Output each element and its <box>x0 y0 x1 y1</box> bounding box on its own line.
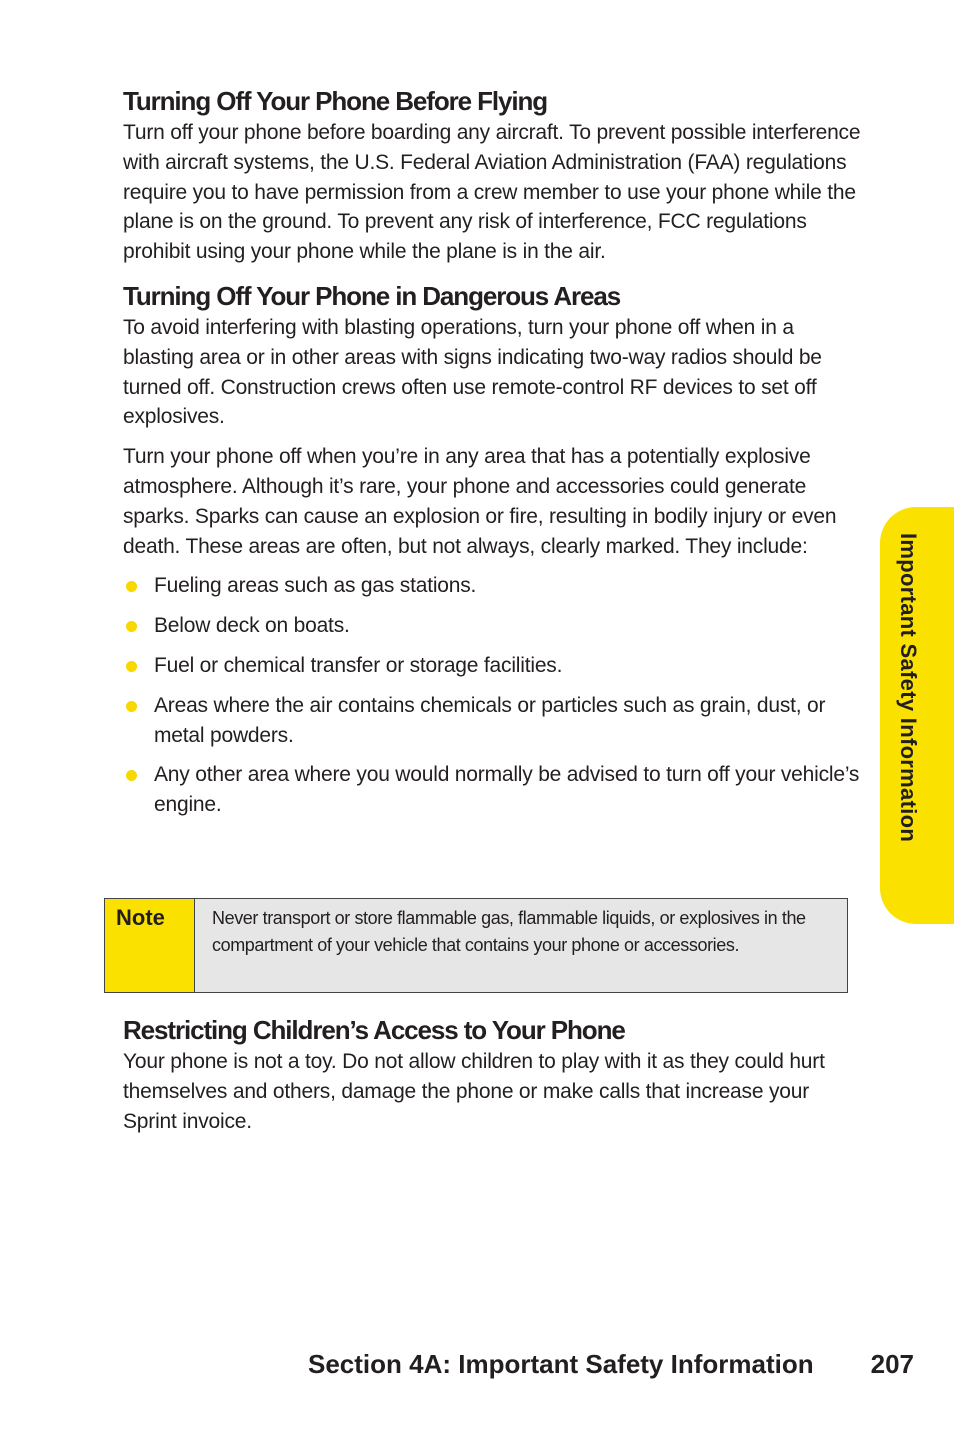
paragraph-explosive-atmosphere: Turn your phone off when you’re in any area that has a potentially explosive atmosphere. Although it’s rare, your phone and accessories could generate sparks. Sparks can cause an explosion or fire, resulting in bodily injury or even death. These areas are often, but not always, clearly marked. They include: <box>123 445 837 558</box>
paragraph-blasting: To avoid interfering with blasting operations, turn your phone off when in a blasting area or in other areas with signs indicating two-way radios should be turned off. Construction crews often use remote-control RF devices to set off explosives. <box>123 315 822 429</box>
bullet-icon <box>126 701 137 712</box>
footer-section-title: Section 4A: Important Safety Information <box>308 1349 814 1379</box>
page-number: 207 <box>870 1349 914 1379</box>
note-label: Note <box>105 899 195 992</box>
list-item: Below deck on boats. <box>123 611 863 641</box>
bullet-icon <box>126 661 137 672</box>
note-text: Never transport or store flammable gas, flammable liquids, or explosives in the compartment of your vehicle that contains your phone or accessories. <box>195 899 847 992</box>
list-item: Fuel or chemical transfer or storage facilities. <box>123 651 863 681</box>
side-tab-label: Important Safety Information <box>896 533 921 843</box>
list-item: Fueling areas such as gas stations. <box>123 571 863 601</box>
dangerous-areas-list <box>123 571 863 820</box>
note-box <box>104 898 848 993</box>
main-content <box>123 84 863 830</box>
bullet-icon <box>126 770 137 781</box>
section-heading-flying: Turning Off Your Phone Before Flying <box>123 86 548 116</box>
section-heading-children: Restricting Children’s Access to Your Phone <box>123 1015 625 1045</box>
bullet-icon <box>126 621 137 632</box>
children-section <box>123 1013 863 1136</box>
list-item: Areas where the air contains chemicals or particles such as grain, dust, or metal powders. <box>123 691 863 751</box>
paragraph-children: Your phone is not a toy. Do not allow children to play with it as they could hurt themselves and others, damage the phone or make calls that increase your Sprint invoice. <box>123 1050 825 1133</box>
page-footer <box>308 1344 914 1384</box>
section-heading-dangerous-areas: Turning Off Your Phone in Dangerous Areas <box>123 280 621 311</box>
list-item: Any other area where you would normally be advised to turn off your vehicle’s engine. <box>123 760 863 820</box>
paragraph-flying: Turn off your phone before boarding any aircraft. To prevent possible interference with aircraft systems, the U.S. Federal Aviation Administration (FAA) regulations require you to have permission from a crew member to use your phone while the plane is on the ground. To prevent any risk of interference, FCC regulations prohibit using your phone while the plane is in the air. <box>123 121 861 264</box>
bullet-icon <box>126 581 137 592</box>
